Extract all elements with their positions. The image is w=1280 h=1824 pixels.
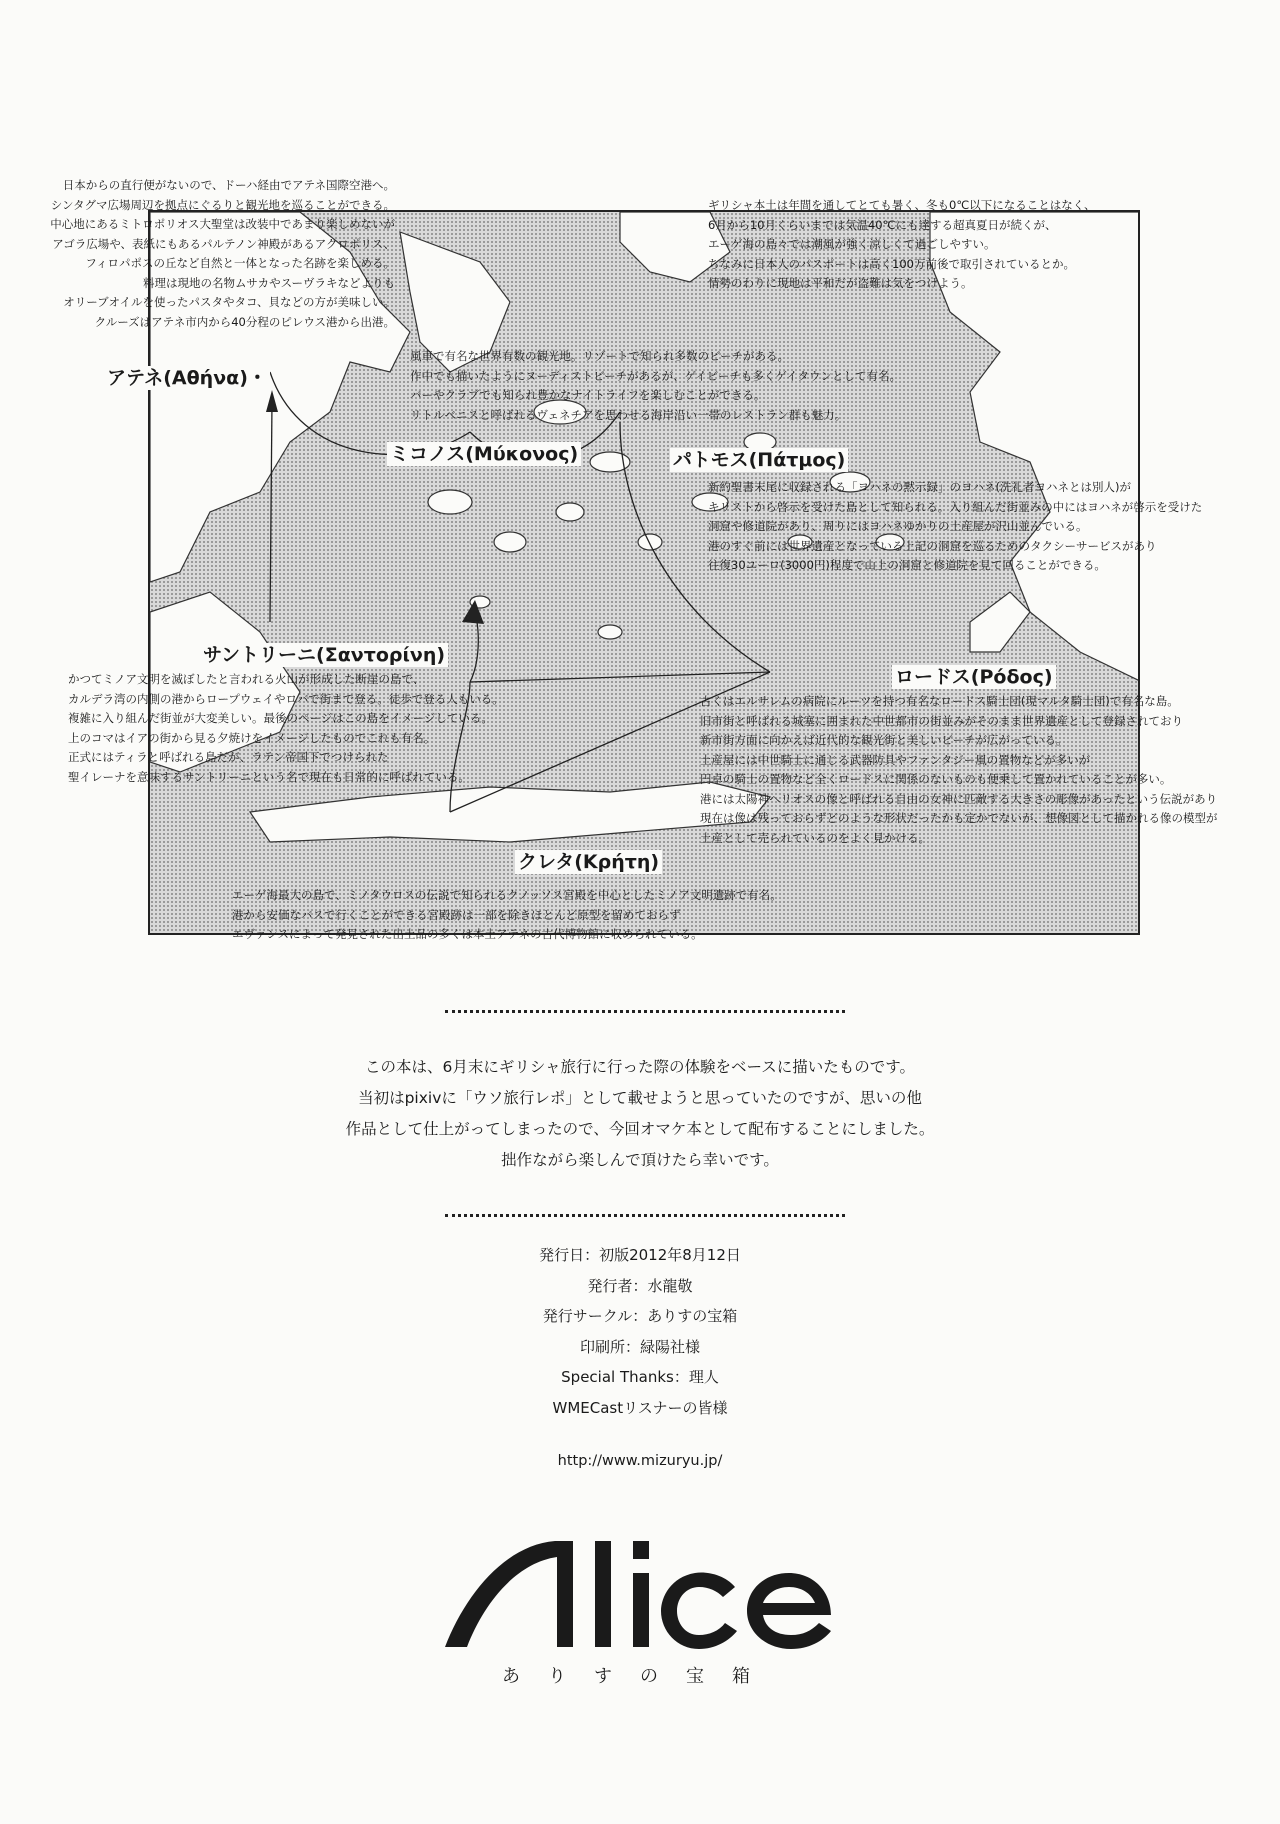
- note-line: エヴァンスによって発見された出土品の多くは本土アテネの古代博物館に収められている。: [232, 927, 703, 941]
- santorini-note: [68, 670, 504, 787]
- note-line: 正式にはティラと呼ばれる島だが、ラテン帝国下でつけられた: [68, 750, 389, 764]
- note-line: 6月から10月くらいまでは気温40℃にも達する超真夏日が続くが、: [708, 217, 1057, 232]
- note-line: 聖イレーナを意味するサントリーニという名で現在も日常的に呼ばれている。: [68, 769, 470, 784]
- note-line: 上のコマはイアの街から見る夕焼けをイメージしたものでこれも有名。: [68, 730, 436, 745]
- note-line: 新市街方面に向かえば近代的な観光街と美しいビーチが広がっている。: [700, 733, 1068, 747]
- note-line: エーゲ海の島々では潮風が強く涼しくて過ごしやすい。: [708, 237, 996, 251]
- note-line: オリーブオイルを使ったパスタやタコ、貝などの方が美味しい。: [63, 295, 395, 309]
- note-line: バーやクラブでも知られ豊かなナイトライフを楽しむことができる。: [410, 388, 766, 402]
- colophon: [0, 1240, 1280, 1423]
- note-line: 洞窟や修道院があり、周りにはヨハネゆかりの土産屋が沢山並んでいる。: [708, 519, 1088, 533]
- dotted-divider-top: [445, 1010, 845, 1013]
- colophon-line: 発行者：水龍敬: [587, 1276, 693, 1295]
- city-label-athens: アテネ(Αθήνα)・: [104, 366, 270, 390]
- circle-logo-subtitle: ありすの宝箱: [502, 1666, 778, 1687]
- city-label-mykonos: ミコノス(Μύκονος): [387, 442, 581, 466]
- note-line: かつてミノア文明を滅ぼしたと言われる火山が形成した断崖の島で、: [68, 672, 425, 686]
- note-line: 港のすぐ前には世界遺産となっている上記の洞窟を巡るためのタクシーサービスがあり: [708, 538, 1157, 553]
- note-line: カルデラ湾の内側の港からロープウェイやロバで街まで登る。徒歩で登る人もいる。: [68, 691, 504, 706]
- note-line: 料理は現地の名物ムサカやスーヴラキなどよりも: [143, 275, 395, 290]
- message-line: 当初はpixivに「ウソ旅行レポ」として載せようと思っていたのですが、思いの他: [358, 1089, 922, 1107]
- note-line: 土産として売られているのをよく見かける。: [700, 830, 930, 845]
- city-label-rhodes: ロードス(Ρόδος): [892, 665, 1056, 689]
- note-line: フィロパポスの丘など自然と一体となった名跡を楽しめる。: [85, 256, 395, 270]
- city-label-santorini: サントリーニ(Σαντορίνη): [200, 643, 448, 667]
- colophon-line: 発行日：初版2012年8月12日: [539, 1246, 741, 1264]
- note-line: 土産屋には中世騎士に通じる武器防具やファンタジー風の置物などが多いが: [700, 752, 1091, 767]
- note-line: ギリシャ本土は年間を通してとても暑く、冬も0℃以下になることはなく、: [708, 198, 1096, 212]
- alice-logo-mark: [445, 1535, 835, 1655]
- athens-note: [50, 176, 395, 332]
- note-line: 港には太陽神ヘリオスの像と呼ばれる自由の女神に匹敵する大きさの彫像があったという伝説があり: [700, 791, 1218, 806]
- city-label-crete: クレタ(Κρήτη): [515, 850, 662, 874]
- note-line: 風車で有名な世界有数の観光地。リゾートで知られ多数のビーチがある。: [410, 349, 790, 363]
- note-line: アゴラ広場や、表紙にもあるパルテノン神殿があるアクロポリス、: [52, 236, 395, 251]
- message-line: 作品として仕上がってしまったので、今回オマケ本として配布することにしました。: [345, 1120, 935, 1138]
- note-line: シンタグマ広場周辺を拠点にぐるりと観光地を巡ることができる。: [50, 197, 395, 212]
- colophon-line: 印刷所：緑陽社様: [579, 1337, 700, 1356]
- patmos-note: [708, 478, 1202, 576]
- note-line: 港から安価なバスで行くことができる宮殿跡は一部を除きほとんど原型を留めておらず: [232, 907, 681, 922]
- note-line: 往復30ユーロ(3000円)程度で山上の洞窟と修道院を見て回ることができる。: [708, 558, 1106, 572]
- note-line: 中心地にあるミトロポリオス大聖堂は改装中であまり楽しめないが: [50, 217, 395, 231]
- afterword-message: [0, 1052, 1280, 1176]
- note-line: キリストから啓示を受けた島として知られる。入り組んだ街並みの中にはヨハネが啓示を受けた: [708, 499, 1203, 514]
- rhodes-note: [700, 692, 1218, 848]
- note-line: エーゲ海最大の島で、ミノタウロスの伝説で知られるクノッソス宮殿を中心としたミノア文明遺跡で有名。: [232, 888, 782, 902]
- note-line: リトルベニスと呼ばれるヴェネチアを思わせる海岸沿い一帯のレストラン群も魅力。: [410, 407, 847, 422]
- colophon-line: 発行サークル：ありすの宝箱: [542, 1307, 738, 1325]
- note-line: ちなみに日本人のパスポートは高く100万前後で取引されているとか。: [708, 256, 1075, 271]
- circle-logo: [445, 1535, 835, 1655]
- note-line: クルーズはアテネ市内から40分程のピレウス港から出港。: [94, 314, 395, 329]
- note-line: 古くはエルサレムの病院にルーツを持つ有名なロードス騎士団(現マルタ騎士団)で有名な島。: [700, 694, 1179, 708]
- colophon-line: WMECastリスナーの皆様: [552, 1398, 728, 1417]
- note-line: 旧市街と呼ばれる城塞に囲まれた中世都市の街並みがそのまま世界遺産として登録されており: [700, 713, 1183, 728]
- colophon-line: Special Thanks：理人: [561, 1368, 719, 1386]
- crete-note: [232, 886, 782, 945]
- note-line: 新約聖書末尾に収録される「ヨハネの黙示録」のヨハネ(洗礼者ヨハネとは別人)が: [708, 480, 1131, 494]
- website-url[interactable]: http://www.mizuryu.jp/: [557, 1453, 723, 1469]
- note-line: 情勢のわりに現地は平和だが盗難は気をつけよう。: [708, 276, 973, 290]
- note-line: 現在は像は残っておらずどのような形状だったかも定かでないが、想像図として描かれる像の模型が: [700, 811, 1218, 825]
- note-line: 複雑に入り組んだ街並が大変美しい。最後のページはこの島をイメージしている。: [68, 711, 493, 725]
- message-line: 拙作ながら楽しんで頂けたら幸いです。: [501, 1151, 779, 1169]
- note-line: 日本からの直行便がないので、ドーハ経由でアテネ国際空港へ。: [62, 178, 395, 192]
- greece-note: [708, 196, 1096, 294]
- mykonos-note: [410, 347, 901, 425]
- note-line: 円卓の騎士の置物など全くロードスに関係のないものも便乗して置かれていることが多い。: [700, 772, 1172, 786]
- message-line: この本は、6月末にギリシャ旅行に行った際の体験をベースに描いたものです。: [364, 1058, 916, 1076]
- note-line: 作中でも描いたようにヌーディストビーチがあるが、ゲイビーチも多くゲイタウンとして有名。: [410, 368, 902, 383]
- city-label-patmos: パトモス(Πάτμος): [670, 448, 848, 472]
- dotted-divider-bottom: [445, 1214, 845, 1217]
